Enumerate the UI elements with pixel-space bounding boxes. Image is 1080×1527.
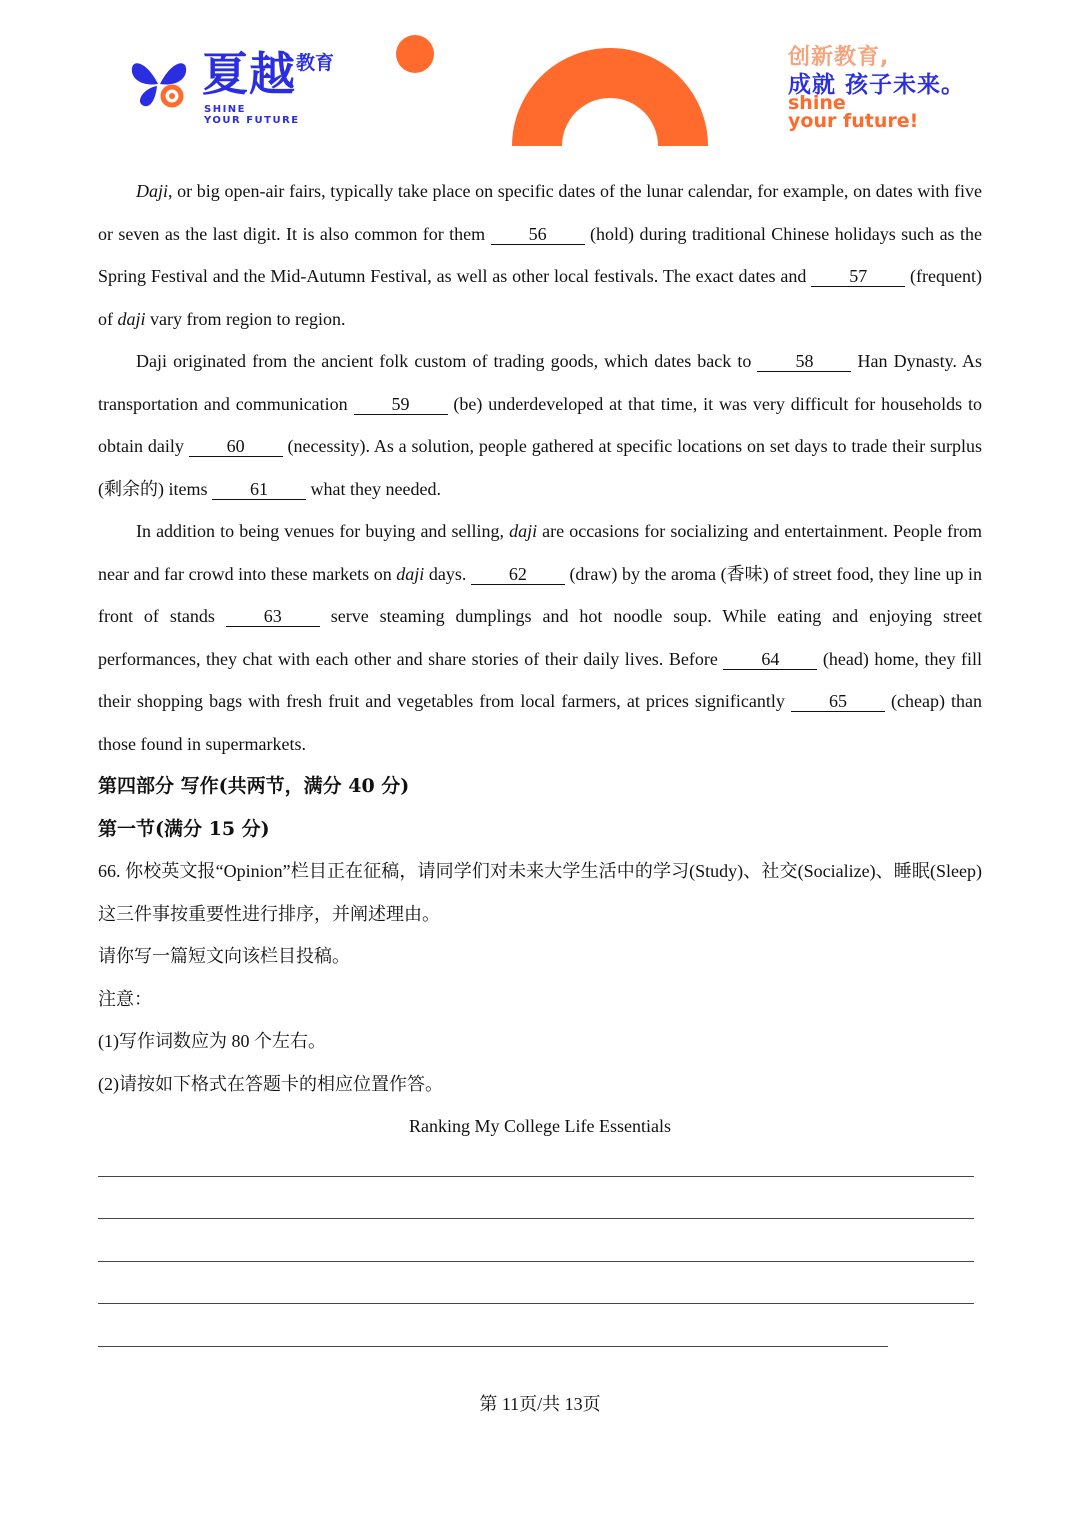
logo-english-line-1: SHINE: [204, 104, 246, 115]
blank-60[interactable]: 60: [189, 436, 283, 457]
daji-term: Daji: [136, 181, 169, 201]
blank-62[interactable]: 62: [471, 564, 565, 585]
text-segment: Han Dynasty. As transportation and communication: [98, 351, 982, 414]
daji-term: daji: [396, 563, 425, 584]
logo-english-line-2: YOUR FUTURE: [204, 115, 300, 126]
text-segment: serve steaming dumplings and hot noodle soup. While eating and enjoying street performances, they chat with each other and share stories of their daily lives. Before: [98, 606, 982, 669]
blank-64[interactable]: 64: [723, 649, 817, 670]
note-format: (2)请按如下格式在答题卡的相应位置作答。: [98, 1073, 443, 1094]
answer-line[interactable]: [98, 1176, 974, 1177]
essay-title: Ranking My College Life Essentials: [409, 1116, 671, 1136]
slogan-line-1: 创新教育,: [788, 45, 890, 70]
page-header: [0, 0, 1080, 160]
writing-instruction: 请你写一篇短文向该栏目投稿。: [98, 946, 350, 966]
slogan-shine: shine: [788, 92, 846, 114]
answer-line[interactable]: [98, 1303, 974, 1304]
text-segment: vary from region to region.: [145, 308, 346, 329]
orange-arc-decoration: [395, 30, 725, 148]
question-66: 66. 你校英文报“Opinion”栏目正在征稿，请同学们对未来大学生活中的学习(Study)、社交(Socialize)、睡眠(Sleep)这三件事按重要性进行排序，并阐述理由。: [98, 861, 982, 924]
answer-line[interactable]: [98, 1218, 974, 1219]
slogan-your-future: your future!: [788, 110, 919, 132]
passage-paragraph-2: [98, 340, 982, 510]
text-segment: (frequent) of: [98, 266, 982, 329]
logo-chinese-name: 夏越: [202, 47, 296, 101]
text-segment: (hold) during traditional Chinese holidays such as the Spring Festival and the Mid-Autumn Festival, as well as other local festivals. The exact dates and: [98, 223, 982, 286]
blank-57[interactable]: 57: [811, 266, 905, 287]
note-word-count: (1)写作词数应为 80 个左右。: [98, 1031, 326, 1051]
text-segment: are occasions for socializing and entertainment. People from near and far crowd into these markets on: [98, 521, 983, 584]
text-segment: days.: [424, 563, 471, 584]
text-segment: In addition to being venues for buying and selling,: [136, 521, 510, 541]
logo-english-tag: [204, 104, 300, 126]
text-segment: Daji originated from the ancient folk custom of trading goods, which dates back to: [136, 351, 758, 371]
page-content: [98, 170, 982, 1148]
orange-dot-icon: [396, 35, 434, 73]
text-segment: (be) underdeveloped at that time, it was very difficult for households to obtain daily: [98, 393, 982, 456]
passage-paragraph-3: [98, 510, 982, 765]
xiayue-logo: [128, 44, 358, 134]
blank-65[interactable]: 65: [791, 691, 885, 712]
slogan-line-2: 成就 孩子未来。: [788, 72, 966, 98]
text-segment: (cheap) than those found in supermarkets.: [98, 691, 982, 754]
daji-term: daji: [117, 308, 146, 329]
blank-56[interactable]: 56: [491, 224, 585, 245]
text-segment: (head) home, they fill their shopping bags with fresh fruit and vegetables from local farmers, at prices significantly: [98, 648, 982, 711]
text-segment: (necessity). As a solution, people gathered at specific locations on set days to trade their surplus (剩余的) items: [98, 436, 982, 499]
note-label: 注意：: [98, 988, 152, 1009]
part-four-heading: 第四部分 写作(共两节，满分 40 分): [98, 775, 410, 797]
daji-term: daji: [509, 521, 538, 541]
slogan: [786, 40, 986, 140]
blank-61[interactable]: 61: [212, 479, 306, 500]
slogan-line-3: [788, 94, 918, 130]
logo-chinese-tag: 教育: [296, 52, 335, 74]
text-segment: (draw) by the aroma (香味) of street food, they line up in front of stands: [98, 563, 982, 626]
passage-paragraph-1: [98, 170, 982, 340]
answer-line[interactable]: [98, 1346, 888, 1347]
blank-59[interactable]: 59: [354, 394, 448, 415]
text-segment: what they needed.: [306, 478, 441, 499]
answer-line[interactable]: [98, 1261, 974, 1262]
orange-half-ring-icon: [512, 48, 708, 146]
section-one-heading: 第一节(满分 15 分): [98, 817, 270, 840]
text-segment: , or big open-air fairs, typically take place on specific dates of the lunar calendar, for example, on dates with five or seven as the last digit. It is also common for them: [98, 181, 982, 244]
blank-63[interactable]: 63: [226, 606, 320, 627]
butterfly-logo-icon: [128, 50, 190, 112]
page-number: 第 11页/共 13页: [479, 1394, 601, 1414]
blank-58[interactable]: 58: [757, 351, 851, 372]
